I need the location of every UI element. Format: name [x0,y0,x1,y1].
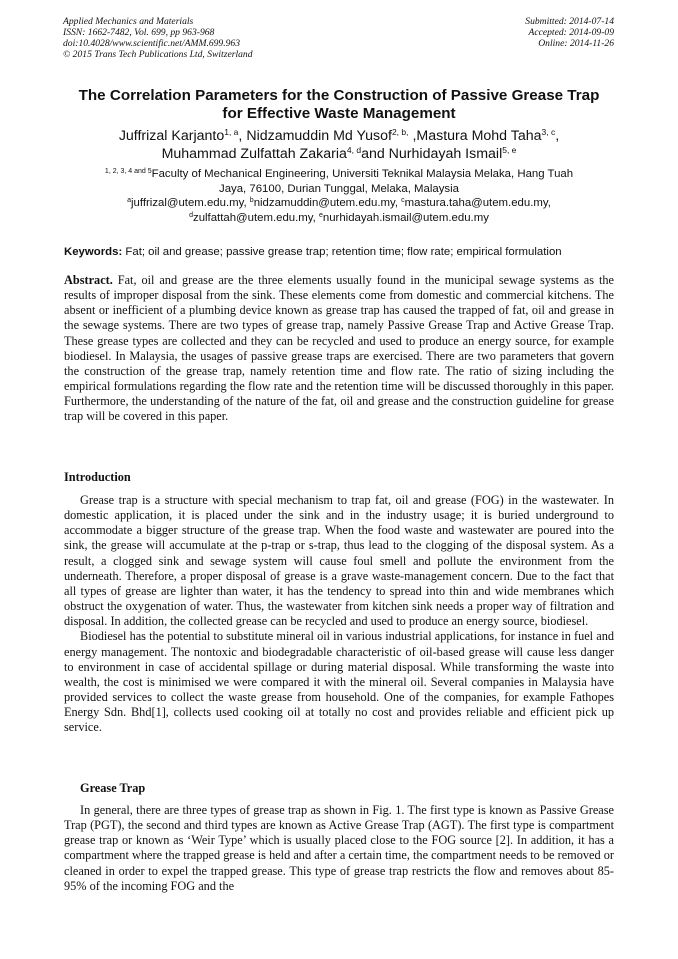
intro-paragraph-2: Biodiesel has the potential to substitute mineral oil in various industrial applications, for instance in fuel and energy management. The nontoxic and biodegradable characteristic of oil-based grease will cause less danger to environment in case of accidental spillage or during material disposal. While transforming the waste into wealth, the cost is minimised we were compared it with the mineral oil. Several companies in Malaysia have provided services to collect the waste grease from household. One of the companies, for example Fathopes Energy Sdn. Bhd[1], collects used cooking oil at totally no cost and provides reliable and efficient pick up service. [64,629,614,735]
online-date: Online: 2014-11-26 [538,38,614,49]
grease-trap-paragraph-1: In general, there are three types of grease trap as shown in Fig. 1. The first type is known as Passive Grease Trap (PGT), the second and third types are known as Active Grease Trap (AGT). The first type is compartment grease trap or known as ‘Weir Type’ which is usually placed close to the FOG source [2]. In addition, it has a compartment where the trapped grease is held and after a certain time, the compartment needs to be removed or cleaned in order to expel the trapped grease. This type of grease trap restricts the flow and removes about 85-95% of the incoming FOG and the [64,803,614,893]
journal-name: Applied Mechanics and Materials [63,16,194,27]
journal-issn: ISSN: 1662-7482, Vol. 699, pp 963-968 [63,27,215,38]
keywords-text: Fat; oil and grease; passive grease trap; retention time; flow rate; empirical formulation [122,246,562,258]
author-3-affil: 3, c [541,127,556,137]
introduction-section [64,493,614,736]
email-mark: a [127,197,132,204]
author-4: Muhammad Zulfattah Zakaria [161,146,347,162]
author-4-affil: 4, d [346,145,362,155]
abstract-label: Abstract. [64,273,113,287]
intro-paragraph-1: Grease trap is a structure with special mechanism to trap fat, oil and grease (FOG) in the wastewater. In domestic application, it is placed under the sink and in the industry usage; it is buried underground to accommodate a bigger structure of the grease trap. When the food waste and wastewater are poured into the sink, the grease will accumulate at the p-trap or s-trap, thus lead to the clogging of the disposal system. As a result, a clogged sink and sewage system will cause foul smell and pollute the environment from the underneath. Therefore, a proper disposal of grease is a grave waste-management concern. Due to the fact that all types of grease are lighter than water, it has the tendency to spread into thin and wide membranes which obstruct the oxygenation of water. Thus, the wastewater from kitchen sink needs a proper way of filtration and disposal. In addition, the collected grease can be recycled and used to produce an energy source, biodiesel. [64,493,614,629]
submitted-date: Submitted: 2014-07-14 [525,16,614,27]
email-mark: b [249,197,254,204]
author-5-affil: 5, e [502,145,517,155]
email-line-1 [64,196,614,211]
paper-title [40,87,638,123]
author-3: Mastura Mohd Taha [416,128,542,144]
author-list [40,127,638,163]
author-1-affil: 1, a [224,127,239,137]
grease-trap-section [64,803,614,894]
authors-line-2 [40,145,638,163]
title-line-2: for Effective Waste Management [222,105,456,122]
affiliation-line-2: Jaya, 76100, Durian Tunggal, Melaka, Malaysia [219,182,459,195]
email-b[interactable]: nidzamuddin@utem.edu.my, [253,197,402,209]
author-2-affil: 2, b, [391,127,409,137]
journal-info [63,16,253,60]
journal-doi: doi:10.4028/www.scientific.net/AMM.699.963 [63,38,241,49]
journal-copyright: © 2015 Trans Tech Publications Ltd, Switzerland [63,49,253,60]
affiliation-block [64,167,614,225]
email-c[interactable]: mastura.taha@utem.edu.my, [404,197,551,209]
grease-trap-heading: Grease Trap [80,781,146,795]
submission-dates [525,16,614,49]
introduction-heading: Introduction [64,470,131,484]
email-mark: c [401,197,405,204]
author-separator: , [238,128,243,144]
email-e[interactable]: nurhidayah.ismail@utem.edu.my [322,211,489,224]
author-separator: , [408,128,417,144]
email-mark: d [189,211,193,219]
abstract-text: Fat, oil and grease are the three elements usually found in the municipal sewage systems as the results of improper disposal from the sink. These elements come from domestic and commercial kitchens. The absent or inefficient of a plumbing device known as grease trap has caused the trapped of fat, oil and grease in the sewage systems. There are two types of grease trap, namely Passive Grease Trap and Active Grease Trap. These grease types are collected and they can be recycled and used to produce an energy source, for example biodiesel. In Malaysia, the usages of passive grease traps are exercised. There are two parameters that govern the construction of the grease trap, namely retention time and flow rate. The ratio of sizing including the empirical formulations regarding the flow rate and the retention time will be discussed thoroughly in this paper. Furthermore, the understanding of the nature of the fat, oil and grease and the construction guideline for grease trap will be covered in this paper. [64,273,614,424]
affiliation-text: Faculty of Mechanical Engineering, Universiti Teknikal Malaysia Melaka, Hang Tuah [151,168,574,180]
author-5: and Nurhidayah Ismail [361,146,503,162]
keywords [64,245,616,259]
affiliation-line-1 [64,167,614,182]
author-separator: , [555,128,560,144]
email-mark: e [318,211,323,219]
accepted-date: Accepted: 2014-09-09 [528,27,614,38]
abstract [64,273,614,425]
author-1: Juffrizal Karjanto [118,128,225,144]
authors-line-1 [40,127,638,145]
email-line-2 [64,211,614,226]
email-d[interactable]: zulfattah@utem.edu.my, [193,211,319,224]
author-2: Nidzamuddin Md Yusof [242,128,392,144]
affiliation-marks: 1, 2, 3, 4 and 5 [104,168,152,175]
email-a[interactable]: juffrizal@utem.edu.my, [131,197,250,209]
keywords-label: Keywords: [64,246,123,258]
title-line-1: The Correlation Parameters for the Construction of Passive Grease Trap [78,87,600,104]
